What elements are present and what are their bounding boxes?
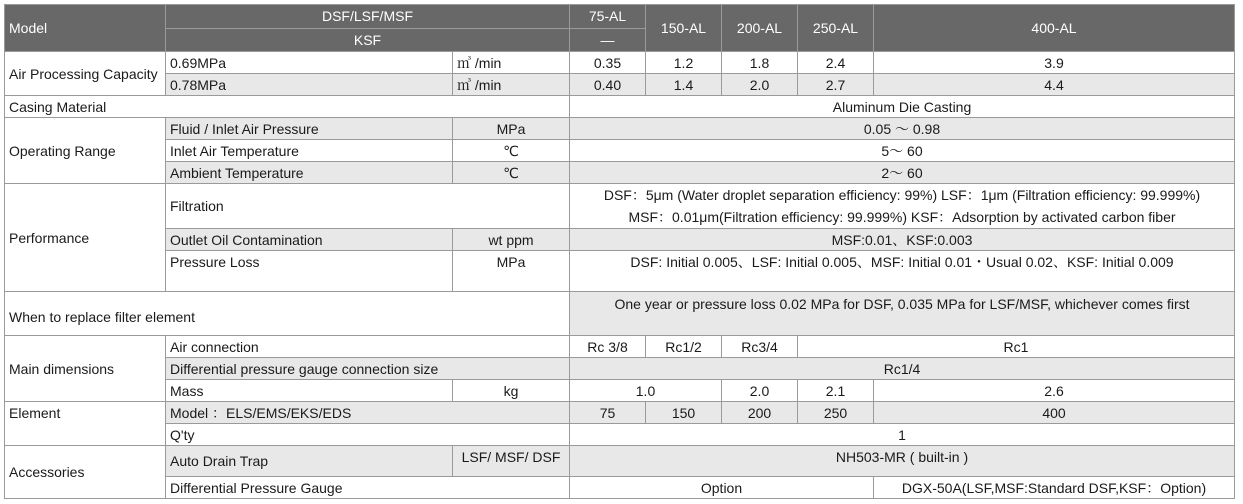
operating-item: Fluid / Inlet Air Pressure bbox=[166, 118, 453, 140]
pressure-gauge-label: Differential Pressure Gauge bbox=[166, 477, 570, 499]
series-header: DSF/LSF/MSF bbox=[166, 5, 570, 29]
pressure-loss-label: Pressure Loss bbox=[166, 251, 453, 292]
casing-row bbox=[5, 96, 1235, 118]
header-row bbox=[5, 5, 1235, 29]
oil-label: Outlet Oil Contamination bbox=[166, 229, 453, 251]
model-150-header: 150-AL bbox=[646, 5, 722, 52]
mass-value: 2.0 bbox=[722, 380, 798, 402]
replace-row bbox=[5, 292, 1235, 336]
air-connection-value: Rc1 bbox=[798, 336, 1235, 358]
filtration-value bbox=[570, 184, 1235, 229]
mass-value: 1.0 bbox=[570, 380, 722, 402]
operating-row-3 bbox=[5, 162, 1235, 184]
element-qty-label: Q'ty bbox=[166, 424, 570, 446]
filtration-line-2: MSF：0.01μm(Filtration efficiency: 99.999%) KSF：Adsorption by activated carbon fiber bbox=[628, 209, 1176, 225]
mass-row bbox=[5, 380, 1235, 402]
model-250-header: 250-AL bbox=[798, 5, 874, 52]
gauge-connection-row bbox=[5, 358, 1235, 380]
element-model-value: 400 bbox=[874, 402, 1235, 424]
model-75-ksf-header: — bbox=[570, 28, 646, 52]
element-model-label: Model ：ELS/EMS/EKS/EDS bbox=[166, 402, 570, 424]
capacity-pressure: 0.78MPa bbox=[166, 74, 453, 96]
model-75-header: 75-AL bbox=[570, 5, 646, 29]
operating-value: 5～ 60 bbox=[570, 140, 1235, 162]
model-200-header: 200-AL bbox=[722, 5, 798, 52]
capacity-value: 2.0 bbox=[722, 74, 798, 96]
capacity-value: 0.40 bbox=[570, 74, 646, 96]
pressure-loss-row bbox=[5, 251, 1235, 292]
dimensions-label: Main dimensions bbox=[5, 336, 166, 402]
capacity-value: 3.9 bbox=[874, 52, 1235, 74]
spec-table bbox=[4, 4, 1235, 499]
operating-unit: MPa bbox=[453, 118, 570, 140]
mass-label: Mass bbox=[166, 380, 453, 402]
pressure-loss-unit: MPa bbox=[453, 251, 570, 292]
capacity-row-1 bbox=[5, 52, 1235, 74]
accessories-label: Accessories bbox=[5, 446, 166, 499]
operating-row-2 bbox=[5, 140, 1235, 162]
element-qty-row bbox=[5, 424, 1235, 446]
performance-label: Performance bbox=[5, 184, 166, 292]
operating-item: Ambient Temperature bbox=[166, 162, 453, 184]
element-model-value: 250 bbox=[798, 402, 874, 424]
drain-trap-row bbox=[5, 446, 1235, 477]
operating-unit: ℃ bbox=[453, 140, 570, 162]
gauge-connection-value: Rc1/4 bbox=[570, 358, 1235, 380]
series-ksf-header: KSF bbox=[166, 28, 570, 52]
element-qty-value: 1 bbox=[570, 424, 1235, 446]
replace-value: One year or pressure loss 0.02 MPa for DSF, 0.035 MPa for LSF/MSF, whichever comes first bbox=[570, 292, 1235, 336]
capacity-value: 2.7 bbox=[798, 74, 874, 96]
oil-value: MSF:0.01、KSF:0.003 bbox=[570, 229, 1235, 251]
element-label: Element bbox=[5, 402, 166, 446]
operating-unit: ℃ bbox=[453, 162, 570, 184]
operating-value: 0.05 ～ 0.98 bbox=[570, 118, 1235, 140]
operating-label: Operating Range bbox=[5, 118, 166, 184]
capacity-value: 1.2 bbox=[646, 52, 722, 74]
casing-label: Casing Material bbox=[5, 96, 570, 118]
casing-value: Aluminum Die Casting bbox=[570, 96, 1235, 118]
mass-unit: kg bbox=[453, 380, 570, 402]
drain-trap-value: NH503-MR ( built-in ) bbox=[570, 446, 1235, 477]
capacity-unit: ㎥ /min bbox=[453, 74, 570, 96]
capacity-value: 4.4 bbox=[874, 74, 1235, 96]
air-connection-label: Air connection bbox=[166, 336, 570, 358]
oil-row bbox=[5, 229, 1235, 251]
element-model-value: 75 bbox=[570, 402, 646, 424]
air-connection-row bbox=[5, 336, 1235, 358]
operating-item: Inlet Air Temperature bbox=[166, 140, 453, 162]
capacity-label: Air Processing Capacity bbox=[5, 52, 166, 96]
oil-unit: wt ppm bbox=[453, 229, 570, 251]
air-connection-value: Rc3/4 bbox=[722, 336, 798, 358]
air-connection-value: Rc1/2 bbox=[646, 336, 722, 358]
element-model-value: 200 bbox=[722, 402, 798, 424]
model-400-header: 400-AL bbox=[874, 5, 1235, 52]
operating-value: 2～ 60 bbox=[570, 162, 1235, 184]
filtration-label: Filtration bbox=[166, 184, 570, 229]
pressure-loss-value: DSF: Initial 0.005、LSF: Initial 0.005、MSF: Initial 0.01・Usual 0.02、KSF: Initial 0.009 bbox=[570, 251, 1235, 292]
pressure-gauge-option: Option bbox=[570, 477, 874, 499]
replace-label: When to replace filter element bbox=[5, 292, 570, 336]
operating-row-1 bbox=[5, 118, 1235, 140]
mass-value: 2.1 bbox=[798, 380, 874, 402]
capacity-value: 0.35 bbox=[570, 52, 646, 74]
filtration-row bbox=[5, 184, 1235, 229]
capacity-unit: ㎥ /min bbox=[453, 52, 570, 74]
drain-trap-unit: LSF/ MSF/ DSF bbox=[453, 446, 570, 477]
capacity-value: 1.4 bbox=[646, 74, 722, 96]
air-connection-value: Rc 3/8 bbox=[570, 336, 646, 358]
pressure-gauge-value: DGX-50A(LSF,MSF:Standard DSF,KSF：Option) bbox=[874, 477, 1235, 499]
element-model-value: 150 bbox=[646, 402, 722, 424]
drain-trap-label: Auto Drain Trap bbox=[166, 446, 453, 477]
capacity-pressure: 0.69MPa bbox=[166, 52, 453, 74]
capacity-value: 2.4 bbox=[798, 52, 874, 74]
pressure-gauge-row bbox=[5, 477, 1235, 499]
filtration-line-1: DSF：5μm (Water droplet separation efficiency: 99%) LSF：1μm (Filtration efficiency: 99.999%) bbox=[603, 187, 1201, 203]
capacity-row-2 bbox=[5, 74, 1235, 96]
model-header: Model bbox=[5, 5, 166, 52]
element-model-row bbox=[5, 402, 1235, 424]
capacity-value: 1.8 bbox=[722, 52, 798, 74]
mass-value: 2.6 bbox=[874, 380, 1235, 402]
gauge-connection-label: Differential pressure gauge connection size bbox=[166, 358, 570, 380]
